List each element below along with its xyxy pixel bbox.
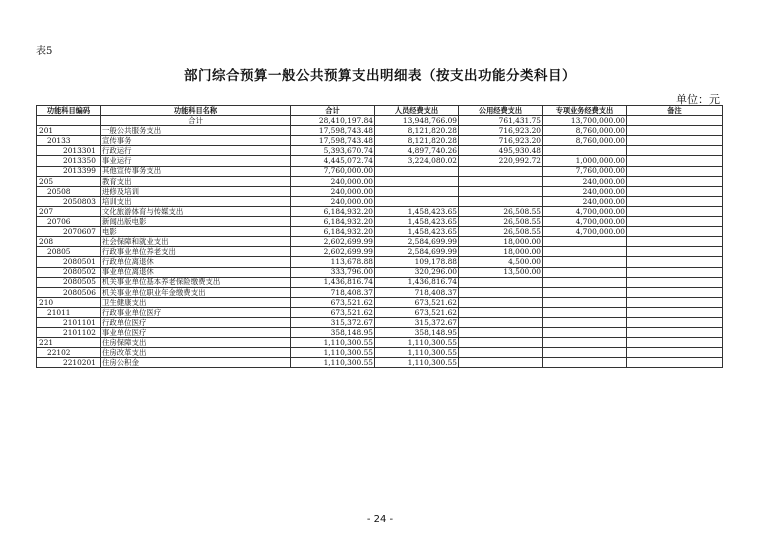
cell-personnel — [375, 186, 459, 196]
document-title: 部门综合预算一般公共预算支出明细表（按支出功能分类科目） — [184, 68, 576, 84]
cell-special — [543, 338, 627, 348]
cell-code: 20133 — [37, 136, 101, 146]
table-row — [37, 297, 723, 307]
cell-public — [459, 317, 543, 327]
cell-public: 26,508.55 — [459, 227, 543, 237]
budget-table — [36, 105, 723, 368]
cell-note — [627, 156, 723, 166]
cell-note — [627, 196, 723, 206]
cell-note — [627, 146, 723, 156]
cell-total: 6,184,932.20 — [291, 227, 375, 237]
cell-personnel — [375, 166, 459, 176]
cell-public: 716,923.20 — [459, 136, 543, 146]
page-number: - 24 - — [366, 514, 394, 525]
cell-public: 4,500.00 — [459, 257, 543, 267]
cell-note — [627, 328, 723, 338]
cell-personnel: 3,224,080.02 — [375, 156, 459, 166]
table-row — [37, 328, 723, 338]
cell-personnel: 673,521.62 — [375, 297, 459, 307]
cell-public — [459, 166, 543, 176]
cell-total: 6,184,932.20 — [291, 206, 375, 216]
cell-total: 1,110,300.55 — [291, 348, 375, 358]
cell-public — [459, 186, 543, 196]
cell-personnel — [375, 176, 459, 186]
table-row — [37, 136, 723, 146]
header-personnel: 人员经费支出 — [375, 106, 459, 116]
cell-total: 7,760,000.00 — [291, 166, 375, 176]
cell-public: 26,508.55 — [459, 206, 543, 216]
cell-note — [627, 166, 723, 176]
cell-note — [627, 237, 723, 247]
cell-note — [627, 217, 723, 227]
cell-name: 住房保障支出 — [101, 338, 291, 348]
cell-public — [459, 328, 543, 338]
table-row — [37, 146, 723, 156]
cell-special — [543, 277, 627, 287]
table-row — [37, 358, 723, 368]
table-row — [37, 126, 723, 136]
cell-public: 220,992.72 — [459, 156, 543, 166]
cell-code: 2101101 — [37, 317, 101, 327]
unit-label: 单位：元 — [676, 93, 720, 106]
cell-personnel: 1,458,423.65 — [375, 217, 459, 227]
cell-name: 行政事业单位养老支出 — [101, 247, 291, 257]
cell-name: 行政单位医疗 — [101, 317, 291, 327]
cell-name: 宣传事务 — [101, 136, 291, 146]
cell-note — [627, 176, 723, 186]
cell-public — [459, 338, 543, 348]
cell-total: 718,408.37 — [291, 287, 375, 297]
cell-note — [627, 126, 723, 136]
cell-name: 事业单位医疗 — [101, 328, 291, 338]
cell-total: 673,521.62 — [291, 307, 375, 317]
cell-special — [543, 358, 627, 368]
table-row — [37, 338, 723, 348]
cell-special: 240,000.00 — [543, 196, 627, 206]
cell-name: 一般公共服务支出 — [101, 126, 291, 136]
cell-note — [627, 277, 723, 287]
cell-public — [459, 297, 543, 307]
cell-note — [627, 206, 723, 216]
cell-name: 卫生健康支出 — [101, 297, 291, 307]
cell-special — [543, 297, 627, 307]
cell-public: 18,000.00 — [459, 237, 543, 247]
table-row — [37, 277, 723, 287]
cell-note — [627, 358, 723, 368]
cell-code: 20805 — [37, 247, 101, 257]
cell-note — [627, 338, 723, 348]
header-total: 合计 — [291, 106, 375, 116]
cell-total: 6,184,932.20 — [291, 217, 375, 227]
table-header-row — [37, 106, 723, 116]
cell-special: 8,760,000.00 — [543, 126, 627, 136]
table-row — [37, 166, 723, 176]
cell-code: 2210201 — [37, 358, 101, 368]
table-row — [37, 237, 723, 247]
header-note: 备注 — [627, 106, 723, 116]
cell-personnel: 1,110,300.55 — [375, 348, 459, 358]
cell-public: 26,508.55 — [459, 217, 543, 227]
cell-name: 机关事业单位职业年金缴费支出 — [101, 287, 291, 297]
cell-personnel: 1,458,423.65 — [375, 206, 459, 216]
cell-personnel: 315,372.67 — [375, 317, 459, 327]
cell-public — [459, 287, 543, 297]
cell-special: 4,700,000.00 — [543, 206, 627, 216]
cell-name: 文化旅游体育与传媒支出 — [101, 206, 291, 216]
cell-public — [459, 176, 543, 186]
cell-note — [627, 227, 723, 237]
cell-name: 住房改革支出 — [101, 348, 291, 358]
cell-total: 5,393,670.74 — [291, 146, 375, 156]
cell-special: 8,760,000.00 — [543, 136, 627, 146]
cell-code: 201 — [37, 126, 101, 136]
cell-public — [459, 358, 543, 368]
cell-personnel — [375, 196, 459, 206]
table-row — [37, 257, 723, 267]
cell-total: 1,110,300.55 — [291, 358, 375, 368]
cell-special — [543, 267, 627, 277]
cell-public: 495,930.48 — [459, 146, 543, 156]
table-row — [37, 116, 723, 126]
cell-code: 208 — [37, 237, 101, 247]
cell-total: 1,110,300.55 — [291, 338, 375, 348]
cell-special — [543, 348, 627, 358]
table-row — [37, 217, 723, 227]
cell-personnel: 2,584,699.99 — [375, 247, 459, 257]
cell-public: 761,431.75 — [459, 116, 543, 126]
table-row — [37, 196, 723, 206]
cell-personnel: 4,897,740.26 — [375, 146, 459, 156]
cell-code: 2080505 — [37, 277, 101, 287]
cell-personnel: 109,178.88 — [375, 257, 459, 267]
table-number: 表5 — [36, 46, 53, 57]
cell-code: 205 — [37, 176, 101, 186]
cell-code: 2101102 — [37, 328, 101, 338]
cell-name: 合计 — [101, 116, 291, 126]
cell-total: 2,602,699.99 — [291, 237, 375, 247]
header-special: 专项业务经费支出 — [543, 106, 627, 116]
cell-special — [543, 237, 627, 247]
cell-public: 13,500.00 — [459, 267, 543, 277]
cell-special — [543, 287, 627, 297]
cell-public — [459, 196, 543, 206]
cell-public — [459, 277, 543, 287]
cell-name: 行政事业单位医疗 — [101, 307, 291, 317]
table-body — [37, 116, 723, 368]
cell-name: 社会保障和就业支出 — [101, 237, 291, 247]
cell-note — [627, 317, 723, 327]
cell-total: 4,445,072.74 — [291, 156, 375, 166]
cell-personnel: 718,408.37 — [375, 287, 459, 297]
cell-code: 221 — [37, 338, 101, 348]
cell-total: 315,372.67 — [291, 317, 375, 327]
cell-note — [627, 348, 723, 358]
cell-note — [627, 257, 723, 267]
cell-special: 13,700,000.00 — [543, 116, 627, 126]
cell-note — [627, 267, 723, 277]
cell-special: 4,700,000.00 — [543, 217, 627, 227]
cell-code: 2080502 — [37, 267, 101, 277]
cell-code: 21011 — [37, 307, 101, 317]
cell-personnel: 1,110,300.55 — [375, 358, 459, 368]
cell-note — [627, 287, 723, 297]
cell-name: 新闻出版电影 — [101, 217, 291, 227]
cell-name: 其他宣传事务支出 — [101, 166, 291, 176]
cell-total: 28,410,197.84 — [291, 116, 375, 126]
header-code: 功能科目编码 — [37, 106, 101, 116]
cell-name: 培训支出 — [101, 196, 291, 206]
table-row — [37, 176, 723, 186]
cell-total: 2,602,699.99 — [291, 247, 375, 257]
table-row — [37, 227, 723, 237]
cell-note — [627, 247, 723, 257]
cell-name: 行政单位离退休 — [101, 257, 291, 267]
cell-code: 2080506 — [37, 287, 101, 297]
header-name: 功能科目名称 — [101, 106, 291, 116]
cell-total: 333,796.00 — [291, 267, 375, 277]
header-public: 公用经费支出 — [459, 106, 543, 116]
cell-code: 22102 — [37, 348, 101, 358]
cell-public — [459, 307, 543, 317]
table-row — [37, 348, 723, 358]
table-row — [37, 307, 723, 317]
cell-total: 240,000.00 — [291, 186, 375, 196]
cell-public: 716,923.20 — [459, 126, 543, 136]
cell-personnel: 13,948,766.09 — [375, 116, 459, 126]
cell-special — [543, 317, 627, 327]
cell-personnel: 1,436,816.74 — [375, 277, 459, 287]
cell-name: 住房公积金 — [101, 358, 291, 368]
cell-special — [543, 257, 627, 267]
cell-special: 1,000,000.00 — [543, 156, 627, 166]
cell-total: 17,598,743.48 — [291, 136, 375, 146]
cell-name: 电影 — [101, 227, 291, 237]
cell-code: 2013301 — [37, 146, 101, 156]
table-row — [37, 267, 723, 277]
cell-personnel: 358,148.95 — [375, 328, 459, 338]
cell-note — [627, 307, 723, 317]
cell-special — [543, 307, 627, 317]
cell-special — [543, 247, 627, 257]
cell-total: 1,436,816.74 — [291, 277, 375, 287]
cell-code: 2080501 — [37, 257, 101, 267]
table-row — [37, 317, 723, 327]
cell-special — [543, 328, 627, 338]
cell-code: 20508 — [37, 186, 101, 196]
cell-personnel: 1,458,423.65 — [375, 227, 459, 237]
cell-personnel: 8,121,820.28 — [375, 126, 459, 136]
cell-special: 240,000.00 — [543, 186, 627, 196]
cell-total: 240,000.00 — [291, 196, 375, 206]
table-row — [37, 156, 723, 166]
cell-personnel: 8,121,820.28 — [375, 136, 459, 146]
table-row — [37, 206, 723, 216]
cell-name: 事业运行 — [101, 156, 291, 166]
cell-special: 240,000.00 — [543, 176, 627, 186]
cell-note — [627, 297, 723, 307]
cell-public — [459, 348, 543, 358]
table-row — [37, 247, 723, 257]
cell-code: 2050803 — [37, 196, 101, 206]
cell-code — [37, 116, 101, 126]
cell-code: 207 — [37, 206, 101, 216]
cell-name: 教育支出 — [101, 176, 291, 186]
cell-personnel: 320,296.00 — [375, 267, 459, 277]
cell-personnel: 1,110,300.55 — [375, 338, 459, 348]
cell-note — [627, 136, 723, 146]
cell-code: 2013350 — [37, 156, 101, 166]
cell-name: 事业单位离退休 — [101, 267, 291, 277]
cell-name: 机关事业单位基本养老保险缴费支出 — [101, 277, 291, 287]
cell-special: 7,760,000.00 — [543, 166, 627, 176]
cell-special: 4,700,000.00 — [543, 227, 627, 237]
cell-note — [627, 116, 723, 126]
table-row — [37, 186, 723, 196]
cell-total: 17,598,743.48 — [291, 126, 375, 136]
cell-code: 2013399 — [37, 166, 101, 176]
cell-code: 2070607 — [37, 227, 101, 237]
cell-personnel: 673,521.62 — [375, 307, 459, 317]
cell-public: 18,000.00 — [459, 247, 543, 257]
cell-note — [627, 186, 723, 196]
cell-total: 673,521.62 — [291, 297, 375, 307]
cell-code: 210 — [37, 297, 101, 307]
cell-code: 20706 — [37, 217, 101, 227]
table-row — [37, 287, 723, 297]
cell-total: 358,148.95 — [291, 328, 375, 338]
cell-total: 240,000.00 — [291, 176, 375, 186]
cell-special — [543, 146, 627, 156]
cell-total: 113,678.88 — [291, 257, 375, 267]
cell-personnel: 2,584,699.99 — [375, 237, 459, 247]
cell-name: 行政运行 — [101, 146, 291, 156]
cell-name: 进修及培训 — [101, 186, 291, 196]
